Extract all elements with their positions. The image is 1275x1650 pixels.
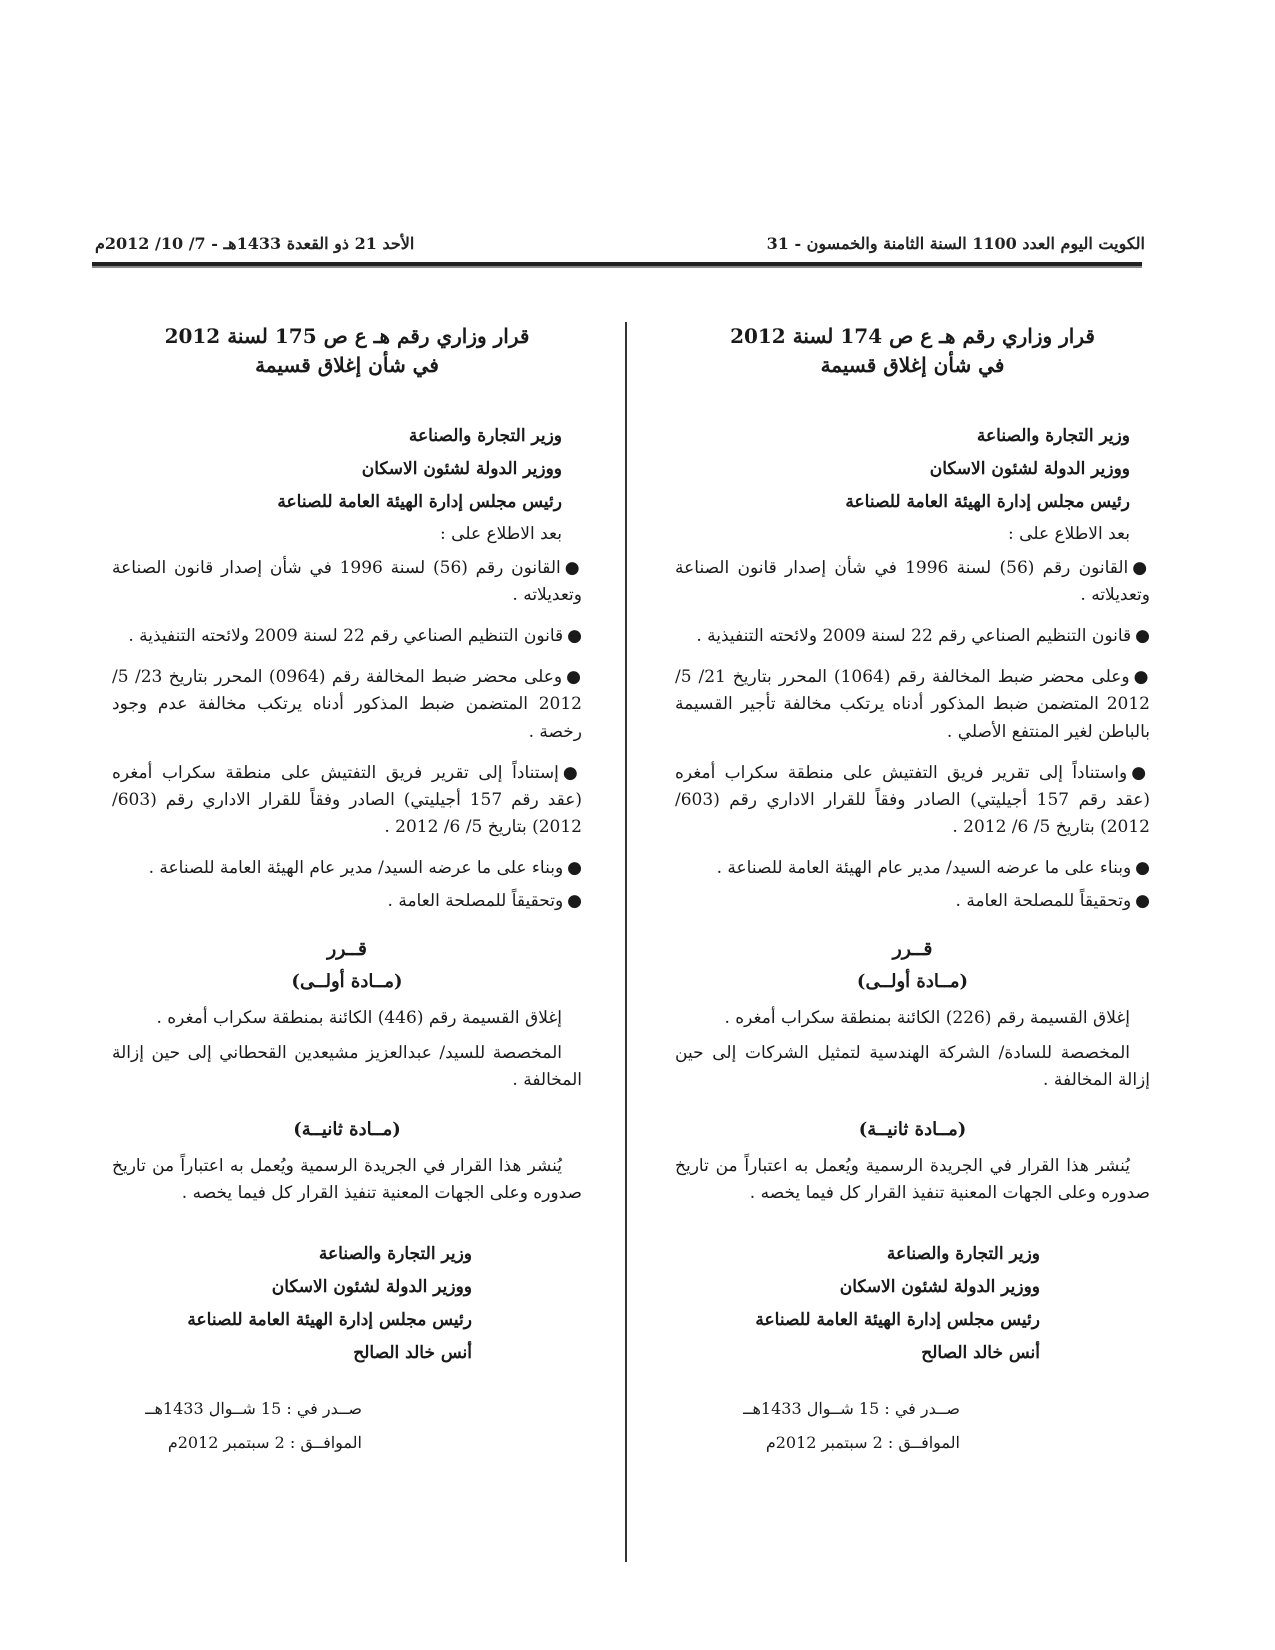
authority-line: ووزير الدولة لشئون الاسكان <box>361 459 562 480</box>
decree-heading: قــرر <box>892 937 933 960</box>
bullet-icon: ● <box>1131 762 1150 783</box>
article-1-title: (مــادة أولــى) <box>291 971 403 993</box>
decree-heading: قــرر <box>327 937 367 960</box>
article-1-text: إغلاق القسيمة رقم (446) الكائنة بمنطقة سكراب أمغره . <box>156 1007 562 1028</box>
header-rule <box>92 262 1142 268</box>
clause-text: واستناداً إلى تقرير فريق التفتيش على منطقة سكراب أمغره (عقد رقم 157 أجيليتي) الصادر وفقاً للقرار الاداري رقم (603/ 2012) بتاريخ 5/ 6/ 2012 . <box>675 762 1151 838</box>
decree-175-column <box>112 322 582 1459</box>
bullet-icon: ● <box>567 625 582 646</box>
signature-line: وزير التجارة والصناعة <box>318 1243 472 1264</box>
preamble-clause <box>112 888 582 915</box>
preamble-clause <box>675 760 1150 842</box>
clause-text: قانون التنظيم الصناعي رقم 22 لسنة 2009 ولائحته التنفيذية . <box>128 625 564 646</box>
preamble-clause <box>112 760 582 842</box>
issue-date <box>112 1392 582 1459</box>
authority-line: وزير التجارة والصناعة <box>408 426 562 446</box>
signature-line: وزير التجارة والصناعة <box>886 1243 1040 1264</box>
preamble-clause <box>675 623 1150 650</box>
bullet-icon: ● <box>567 891 582 912</box>
clause-text: وتحقيقاً للمصلحة العامة . <box>387 891 564 912</box>
column-divider <box>625 322 627 1562</box>
signature-block <box>112 1238 582 1371</box>
article-1-text: المخصصة للسادة/ الشركة الهندسية لتمثيل الشركات إلى حين إزالة المخالفة . <box>675 1043 1150 1091</box>
clause-text: وتحقيقاً للمصلحة العامة . <box>955 891 1132 912</box>
preamble-intro: بعد الاطلاع على : <box>1008 524 1130 545</box>
bullet-icon: ● <box>1132 557 1150 578</box>
signatory-name: أنس خالد الصالح <box>353 1343 472 1364</box>
authority-line: وزير التجارة والصناعة <box>976 426 1130 446</box>
preamble-clause <box>675 855 1150 882</box>
signatory-name: أنس خالد الصالح <box>921 1343 1040 1364</box>
decree-title <box>675 322 1150 380</box>
bullet-icon: ● <box>562 762 582 783</box>
preamble-clause <box>675 664 1150 746</box>
authority-line: ووزير الدولة لشئون الاسكان <box>929 459 1130 480</box>
signature-line: رئيس مجلس إدارة الهيئة العامة للصناعة <box>755 1309 1040 1330</box>
preamble-clause <box>112 664 582 746</box>
bullet-icon: ● <box>1133 667 1150 688</box>
issuing-authority <box>112 420 582 519</box>
decree-174-column <box>675 322 1150 1459</box>
preamble-intro: بعد الاطلاع على : <box>440 524 562 545</box>
signature-block <box>675 1238 1150 1371</box>
preamble-clause <box>112 623 582 650</box>
article-2-text: يُنشر هذا القرار في الجريدة الرسمية ويُعمل به اعتباراً من تاريخ صدوره وعلى الجهات المعنية تنفيذ القرار كل فيما يخصه . <box>675 1156 1150 1204</box>
signature-line: رئيس مجلس إدارة الهيئة العامة للصناعة <box>187 1309 472 1330</box>
bullet-icon: ● <box>566 667 582 688</box>
preamble-clause <box>112 555 582 609</box>
preamble-clause <box>112 855 582 882</box>
issuing-authority <box>675 420 1150 519</box>
issue-date-gregorian: الموافــق : 2 سبتمبر 2012م <box>765 1432 960 1452</box>
decree-title-line2: في شأن إغلاق قسيمة <box>255 353 439 377</box>
decree-title-line1: قرار وزاري رقم هـ ع ص 175 لسنة 2012 <box>164 324 530 348</box>
issue-date <box>675 1392 1160 1459</box>
preamble-clause <box>675 555 1150 609</box>
article-2-title: (مــادة ثانيــة) <box>293 1119 401 1141</box>
clause-text: القانون رقم (56) لسنة 1996 في شأن إصدار قانون الصناعة وتعديلاته . <box>675 557 1150 605</box>
signature-line: ووزير الدولة لشئون الاسكان <box>839 1276 1040 1297</box>
signature-line: ووزير الدولة لشئون الاسكان <box>271 1276 472 1297</box>
clause-text: وعلى محضر ضبط المخالفة رقم (1064) المحرر بتاريخ 21/ 5/ 2012 المتضمن ضبط المذكور أدناه يرتكب مخالفة تأجير القسيمة بالباطن لغير المنتفع الأصلي . <box>675 667 1150 742</box>
bullet-icon: ● <box>1135 625 1150 646</box>
clause-text: وبناء على ما عرضه السيد/ مدير عام الهيئة العامة للصناعة . <box>148 858 564 879</box>
clause-text: وبناء على ما عرضه السيد/ مدير عام الهيئة العامة للصناعة . <box>716 858 1132 879</box>
clause-text: القانون رقم (56) لسنة 1996 في شأن إصدار قانون الصناعة وتعديلاته . <box>112 557 582 605</box>
decree-title-line1: قرار وزاري رقم هـ ع ص 174 لسنة 2012 <box>730 324 1095 348</box>
article-1-text: إغلاق القسيمة رقم (226) الكائنة بمنطقة سكراب أمغره . <box>724 1007 1130 1028</box>
bullet-icon: ● <box>564 557 582 578</box>
issue-date-gregorian: الموافــق : 2 سبتمبر 2012م <box>167 1432 362 1452</box>
decree-title <box>112 322 582 380</box>
decree-title-line2: في شأن إغلاق قسيمة <box>820 353 1005 377</box>
clause-text: إستناداً إلى تقرير فريق التفتيش على منطقة سكراب أمغره (عقد رقم 157 أجيليتي) الصادر وفقاً للقرار الاداري رقم (603/ 2012) بتاريخ 5/ 6/ 2012 . <box>112 762 583 838</box>
bullet-icon: ● <box>1135 891 1150 912</box>
issue-date-hijri: صــدر في : 15 شــوال 1433هــ <box>743 1399 960 1419</box>
header-issue-info: الكويت اليوم العدد 1100 السنة الثامنة والخمسون - 31 <box>766 234 1145 253</box>
authority-line: رئيس مجلس إدارة الهيئة العامة للصناعة <box>277 492 562 513</box>
authority-line: رئيس مجلس إدارة الهيئة العامة للصناعة <box>845 492 1130 513</box>
article-1-title: (مــادة أولــى) <box>856 971 969 993</box>
bullet-icon: ● <box>567 858 582 879</box>
header-date: الأحد 21 ذو القعدة 1433هـ - 7/ 10/ 2012م <box>95 234 415 253</box>
bullet-icon: ● <box>1135 858 1150 879</box>
clause-text: قانون التنظيم الصناعي رقم 22 لسنة 2009 ولائحته التنفيذية . <box>696 625 1132 646</box>
preamble-clause <box>675 888 1150 915</box>
article-1-text: المخصصة للسيد/ عبدالعزيز مشيعدين القحطاني إلى حين إزالة المخالفة . <box>112 1043 582 1091</box>
article-2-title: (مــادة ثانيــة) <box>858 1119 967 1141</box>
article-2-text: يُنشر هذا القرار في الجريدة الرسمية ويُعمل به اعتباراً من تاريخ صدوره وعلى الجهات المعنية تنفيذ القرار كل فيما يخصه . <box>112 1156 582 1204</box>
clause-text: وعلى محضر ضبط المخالفة رقم (0964) المحرر بتاريخ 23/ 5/ 2012 المتضمن ضبط المذكور أدناه يرتكب مخالفة عدم وجود رخصة . <box>112 667 582 742</box>
issue-date-hijri: صــدر في : 15 شــوال 1433هــ <box>145 1399 362 1419</box>
